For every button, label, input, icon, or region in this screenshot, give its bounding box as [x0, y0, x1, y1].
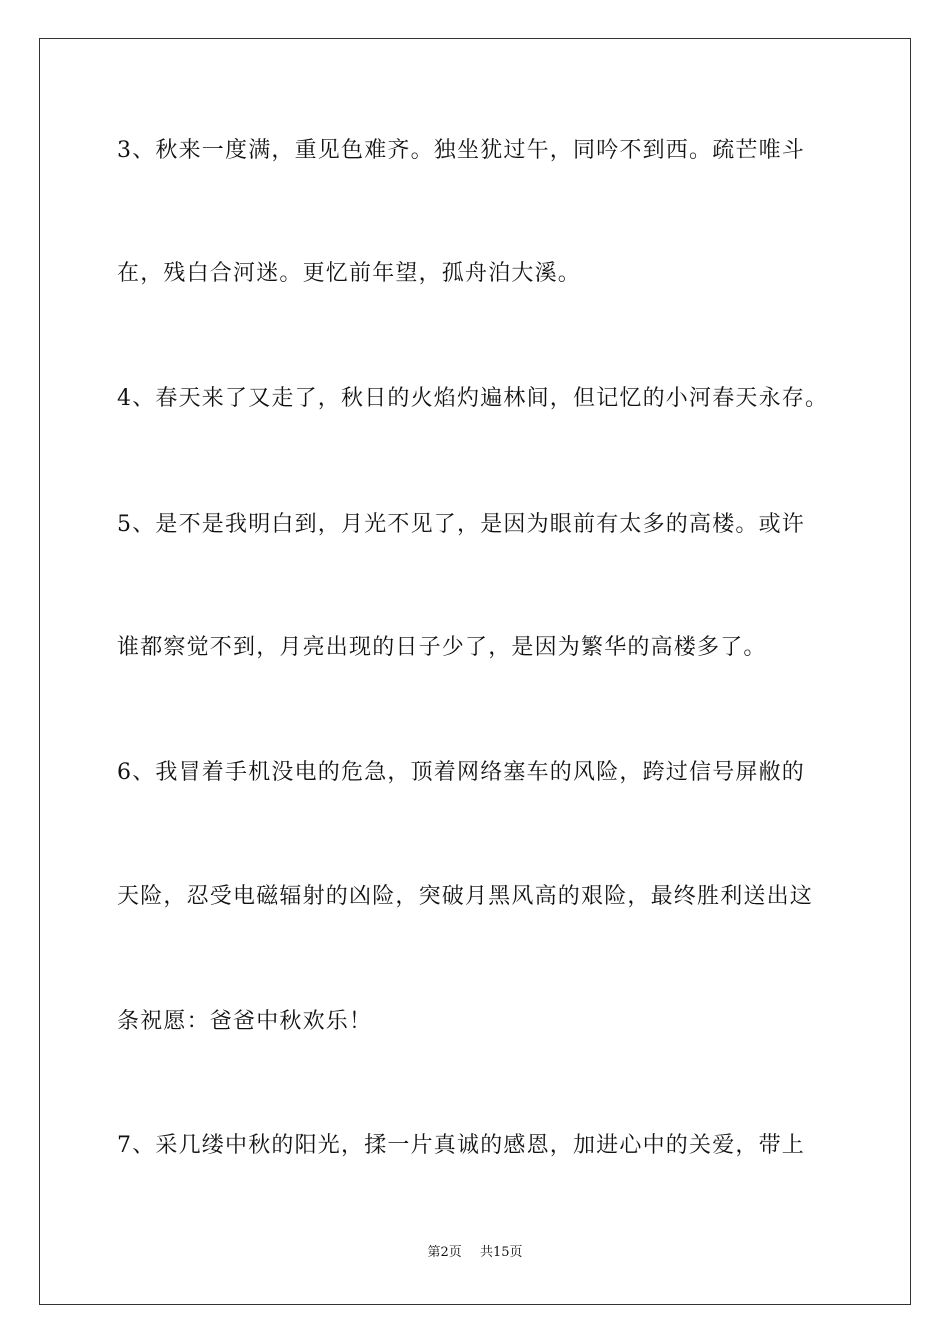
- text-line: 7、采几缕中秋的阳光，揉一片真诚的感恩，加进心中的关爱，带上: [117, 1133, 805, 1158]
- text-line: 5、是不是我明白到，月光不见了，是因为眼前有太多的高楼。或许: [117, 512, 805, 537]
- text-line: 3、秋来一度满，重见色难齐。独坐犹过午，同吟不到西。疏芒唯斗: [117, 138, 805, 163]
- text-line: 天险，忍受电磁辐射的凶险，突破月黑风高的艰险，最终胜利送出这: [117, 884, 814, 909]
- text-line: 6、我冒着手机没电的危急，顶着网络塞车的风险，跨过信号屏敝的: [117, 760, 805, 785]
- text-line: 谁都察觉不到，月亮出现的日子少了，是因为繁华的高楼多了。: [117, 635, 767, 660]
- page-footer: [0, 1244, 950, 1262]
- text-line: 条祝愿：爸爸中秋欢乐！: [117, 1009, 373, 1034]
- page-total: 共15页: [479, 1245, 523, 1260]
- text-line: 4、春天来了又走了，秋日的火焰灼遍林间，但记忆的小河春天永存。: [117, 386, 829, 411]
- page-number: 第2页: [427, 1245, 462, 1260]
- page-frame: [39, 38, 911, 1305]
- text-line: 在，残白合河迷。更忆前年望，孤舟泊大溪。: [117, 261, 582, 286]
